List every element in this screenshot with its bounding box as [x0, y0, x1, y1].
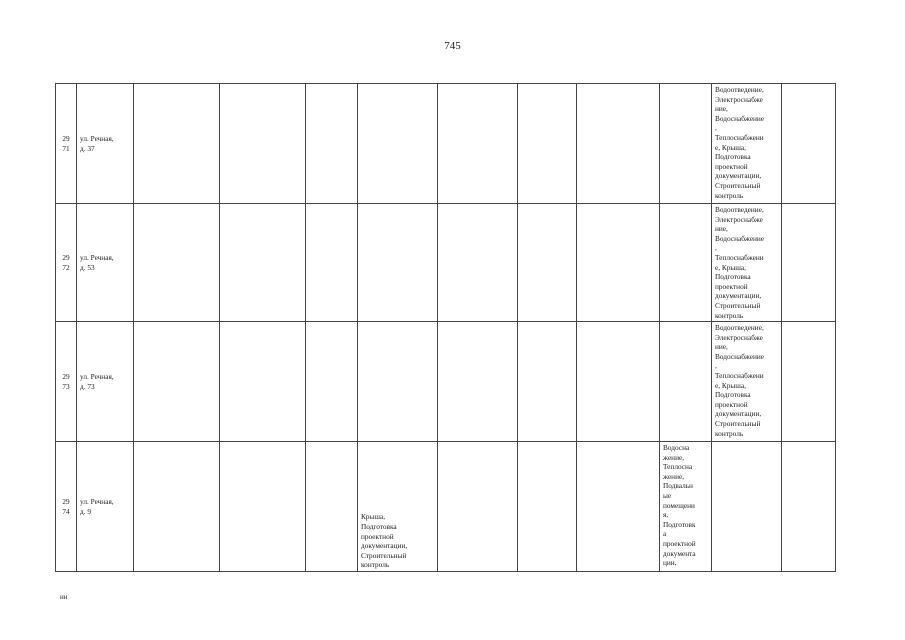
cell-line: ние,: [715, 342, 728, 352]
cell-line: д. 73: [80, 381, 95, 391]
empty-cell: [306, 322, 358, 442]
cell-line: документации,: [715, 291, 762, 301]
cell-line: Крыша,: [361, 512, 386, 522]
empty-cell: [577, 204, 660, 322]
works-cell-e: [358, 204, 438, 322]
empty-cell: [577, 322, 660, 442]
empty-cell: [134, 84, 220, 204]
cell-line: Водоотведение,: [715, 85, 764, 94]
address-cell: [77, 84, 134, 204]
table-row: [56, 322, 836, 442]
empty-cell: [220, 442, 306, 572]
cell-line: Электроснабже: [715, 214, 763, 224]
cell-line: Водоотведение,: [715, 205, 764, 214]
empty-cell: [518, 322, 577, 442]
table-row: [56, 204, 836, 322]
empty-cell: [438, 84, 518, 204]
row-number-cell: [56, 204, 77, 322]
cell-line: 29: [62, 496, 70, 506]
table-row: [56, 84, 836, 204]
cell-line: ние,: [715, 104, 728, 114]
cell-line: ции,: [663, 558, 677, 568]
footer-note: нн: [60, 593, 68, 601]
cell-line: ,: [715, 361, 717, 371]
works-cell-j: [660, 84, 712, 204]
cell-line: д. 37: [80, 143, 95, 153]
cell-line: ул. Речная,: [80, 133, 114, 143]
cell-line: 29: [62, 371, 70, 381]
row-number-cell: [56, 84, 77, 204]
empty-cell: [577, 84, 660, 204]
cell-line: документации,: [715, 171, 762, 181]
empty-cell: [306, 442, 358, 572]
works-cell-j: [660, 442, 712, 572]
cell-line: Подготовка: [715, 152, 751, 162]
cell-line: д. 9: [80, 506, 92, 516]
empty-cell: [220, 322, 306, 442]
row-number-cell: [56, 442, 77, 572]
cell-line: Электроснабже: [715, 332, 763, 342]
cell-line: Водосна: [663, 443, 690, 452]
cell-line: я,: [663, 510, 669, 520]
cell-line: Водоотведение,: [715, 323, 764, 332]
cell-line: Строительный: [715, 300, 761, 310]
cell-line: д. 53: [80, 262, 95, 272]
works-cell-k: [712, 204, 782, 322]
works-cell-j: [660, 322, 712, 442]
table-body: [56, 84, 836, 572]
cell-line: контроль: [715, 428, 744, 438]
cell-line: Электроснабже: [715, 94, 763, 104]
empty-cell: [134, 204, 220, 322]
works-table: [55, 83, 836, 572]
cell-line: Строительный: [715, 418, 761, 428]
empty-cell: [438, 442, 518, 572]
cell-line: е, Крыша,: [715, 142, 746, 152]
cell-line: ,: [715, 243, 717, 253]
cell-line: ые: [663, 490, 672, 500]
address-cell: [77, 204, 134, 322]
works-cell-e: [358, 442, 438, 572]
row-number-cell: [56, 322, 77, 442]
empty-cell: [782, 322, 836, 442]
cell-line: контроль: [715, 310, 744, 320]
cell-line: контроль: [715, 190, 744, 200]
empty-cell: [220, 84, 306, 204]
empty-cell: [782, 84, 836, 204]
cell-line: 29: [62, 252, 70, 262]
empty-cell: [220, 204, 306, 322]
cell-line: проектной: [361, 531, 394, 541]
cell-line: Водоснабжение: [715, 351, 764, 361]
cell-line: документации,: [361, 541, 408, 551]
cell-line: Строительный: [361, 550, 407, 560]
cell-line: помещени: [663, 500, 695, 510]
cell-line: Подготовка: [361, 522, 397, 532]
cell-line: Подвальн: [663, 481, 693, 491]
empty-cell: [438, 322, 518, 442]
empty-cell: [134, 322, 220, 442]
empty-cell: [577, 442, 660, 572]
table-row: [56, 442, 836, 572]
empty-cell: [782, 442, 836, 572]
cell-line: ул. Речная,: [80, 252, 114, 262]
empty-cell: [306, 204, 358, 322]
cell-line: ул. Речная,: [80, 371, 114, 381]
empty-cell: [438, 204, 518, 322]
empty-cell: [134, 442, 220, 572]
cell-line: проектной: [663, 538, 696, 548]
cell-line: контроль: [361, 560, 390, 570]
cell-line: ,: [715, 123, 717, 133]
cell-line: документа: [663, 548, 696, 558]
cell-line: Теплосна: [663, 462, 693, 472]
cell-line: а: [663, 529, 667, 539]
cell-line: Строительный: [715, 180, 761, 190]
cell-line: Подготовка: [715, 390, 751, 400]
works-cell-k: [712, 84, 782, 204]
cell-line: Теплоснабжени: [715, 370, 764, 380]
cell-line: 74: [62, 506, 70, 516]
page-number: 745: [444, 40, 461, 52]
cell-line: Теплоснабжени: [715, 252, 764, 262]
cell-line: Водоснабжение: [715, 113, 764, 123]
empty-cell: [518, 204, 577, 322]
cell-line: жение,: [663, 452, 685, 462]
works-cell-e: [358, 84, 438, 204]
cell-line: ул. Речная,: [80, 496, 114, 506]
cell-line: Водоснабжение: [715, 233, 764, 243]
works-cell-k: [712, 322, 782, 442]
empty-cell: [782, 204, 836, 322]
cell-line: проектной: [715, 281, 748, 291]
empty-cell: [306, 84, 358, 204]
cell-line: 29: [62, 133, 70, 143]
address-cell: [77, 322, 134, 442]
cell-line: проектной: [715, 161, 748, 171]
works-cell-j: [660, 204, 712, 322]
cell-line: документации,: [715, 409, 762, 419]
address-cell: [77, 442, 134, 572]
cell-line: 72: [62, 262, 70, 272]
cell-line: е, Крыша,: [715, 380, 746, 390]
cell-line: 71: [62, 143, 70, 153]
cell-line: проектной: [715, 399, 748, 409]
cell-line: жение,: [663, 471, 685, 481]
cell-line: е, Крыша,: [715, 262, 746, 272]
empty-cell: [518, 84, 577, 204]
cell-line: Теплоснабжени: [715, 132, 764, 142]
cell-line: 73: [62, 381, 70, 391]
works-cell-k: [712, 442, 782, 572]
works-cell-e: [358, 322, 438, 442]
cell-line: Подготовк: [663, 519, 696, 529]
empty-cell: [518, 442, 577, 572]
cell-line: ние,: [715, 224, 728, 234]
cell-line: Подготовка: [715, 272, 751, 282]
